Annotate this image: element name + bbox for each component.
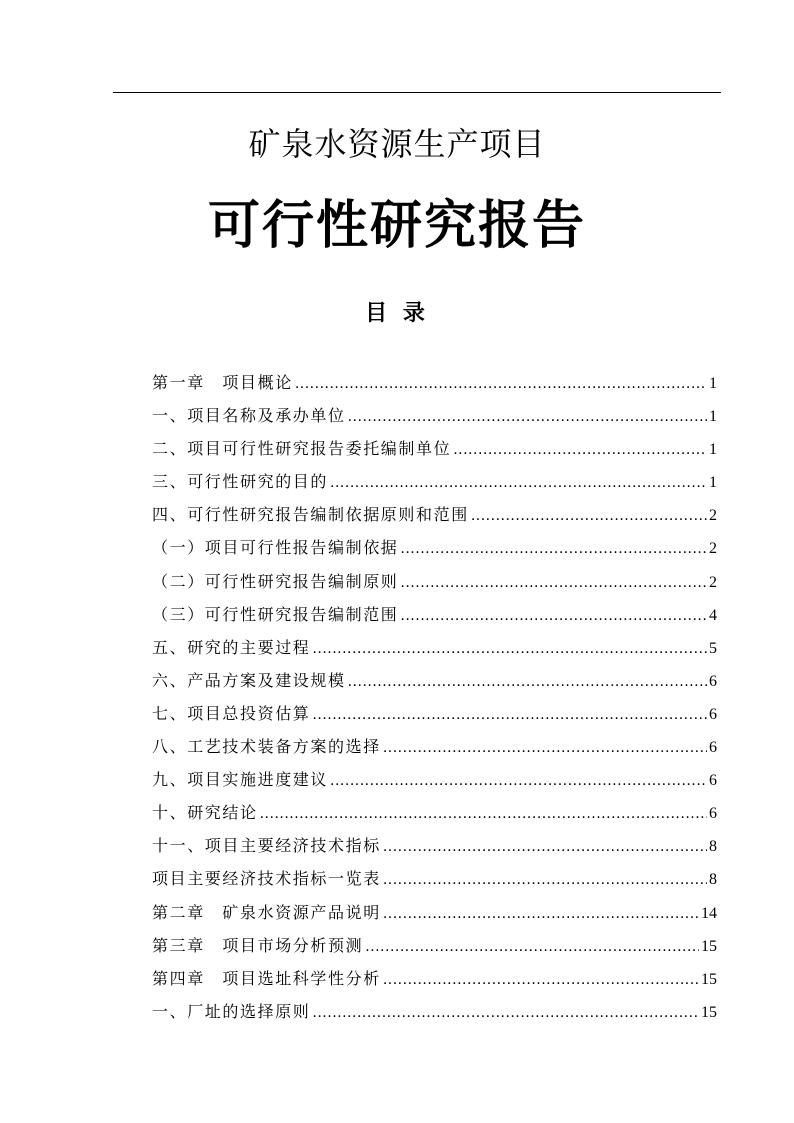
toc-entry[interactable] xyxy=(152,929,717,962)
toc-leader-dots xyxy=(260,798,707,831)
toc-entry[interactable] xyxy=(152,862,717,895)
toc-leader-dots xyxy=(383,831,707,864)
toc-entry-title: 第二章 矿泉水资源产品说明 xyxy=(152,902,381,922)
toc-entry-page: 2 xyxy=(709,540,717,558)
header-rule xyxy=(113,92,721,93)
toc-entry-title: 二、项目可行性研究报告委托编制单位 xyxy=(152,439,452,459)
toc-entry-title: 六、产品方案及建设规模 xyxy=(152,670,346,690)
toc-entry-title: 一、厂址的选择原则 xyxy=(152,1001,311,1021)
toc-leader-dots xyxy=(383,898,699,931)
toc-leader-dots xyxy=(348,666,707,699)
toc-entry[interactable] xyxy=(152,962,717,995)
toc-leader-dots xyxy=(383,964,699,997)
toc-entry[interactable] xyxy=(152,432,717,465)
toc-entry-page: 8 xyxy=(709,871,717,889)
toc-entry-page: 5 xyxy=(709,639,717,657)
toc-entry-page: 1 xyxy=(709,441,717,459)
toc-leader-dots xyxy=(453,434,707,467)
toc-entry-title: 十、研究结论 xyxy=(152,803,258,823)
toc-entry-title: （三）可行性研究报告编制范围 xyxy=(152,604,399,624)
toc-entry[interactable] xyxy=(152,896,717,929)
toc-entry-page: 8 xyxy=(709,838,717,856)
toc-entry-title: 五、研究的主要过程 xyxy=(152,637,311,657)
toc-entry-title: 八、工艺技术装备方案的选择 xyxy=(152,737,381,757)
toc-entry-title: 七、项目总投资估算 xyxy=(152,703,311,723)
toc-entry-page: 4 xyxy=(709,606,717,624)
toc-entry[interactable] xyxy=(152,631,717,664)
toc-entry-title: 十一、项目主要经济技术指标 xyxy=(152,836,381,856)
toc-entry-title: 第一章 项目概论 xyxy=(152,373,293,392)
toc-entry[interactable] xyxy=(152,598,717,631)
toc-leader-dots xyxy=(400,600,707,633)
toc-entry-page: 6 xyxy=(709,772,717,790)
toc-leader-dots xyxy=(330,765,707,798)
toc-leader-dots xyxy=(400,533,707,566)
toc-entry-title: 项目主要经济技术指标一览表 xyxy=(152,869,381,889)
document-subtitle: 矿泉水资源生产项目 xyxy=(248,125,546,163)
toc-entry[interactable] xyxy=(152,697,717,730)
toc-entry[interactable] xyxy=(152,399,717,432)
toc-entry-title: （二）可行性研究报告编制原则 xyxy=(152,571,399,591)
toc-leader-dots xyxy=(312,997,699,1030)
toc-leader-dots xyxy=(330,467,707,500)
toc-leader-dots xyxy=(348,401,707,434)
toc-entry-page: 6 xyxy=(709,739,717,757)
toc-entry-title: 第三章 项目市场分析预测 xyxy=(152,935,364,955)
toc-entry-page: 6 xyxy=(709,805,717,823)
toc-entry[interactable] xyxy=(152,730,717,763)
toc-entry-title: 九、项目实施进度建议 xyxy=(152,770,329,790)
toc-entry-title: 四、可行性研究报告编制依据原则和范围 xyxy=(152,505,469,525)
toc-entry-title: （一）项目可行性报告编制依据 xyxy=(152,538,399,558)
toc-leader-dots xyxy=(400,567,707,600)
document-title: 可行性研究报告 xyxy=(207,195,586,256)
toc-leader-dots xyxy=(383,864,707,897)
toc-entry-page: 1 xyxy=(709,474,717,492)
toc-leader-dots xyxy=(471,500,707,533)
toc-entry-page: 14 xyxy=(701,904,717,922)
toc-entry-page: 15 xyxy=(701,970,717,988)
toc-entry-page: 1 xyxy=(709,375,717,392)
toc-entry[interactable] xyxy=(152,829,717,862)
toc-entry[interactable] xyxy=(152,366,717,399)
toc-entry[interactable] xyxy=(152,995,717,1028)
toc-leader-dots xyxy=(312,699,707,732)
toc-leader-dots xyxy=(383,732,707,765)
toc-entry-page: 15 xyxy=(701,1003,717,1021)
toc-entry[interactable] xyxy=(152,531,717,564)
toc-entry-page: 15 xyxy=(701,937,717,955)
toc-entry-page: 6 xyxy=(709,705,717,723)
toc-entry-title: 一、项目名称及承办单位 xyxy=(152,406,346,426)
table-of-contents xyxy=(152,366,717,1028)
toc-entry[interactable] xyxy=(152,664,717,697)
toc-leader-dots xyxy=(365,931,699,964)
toc-entry-page: 2 xyxy=(709,507,717,525)
toc-entry[interactable] xyxy=(152,465,717,498)
toc-entry[interactable] xyxy=(152,796,717,829)
toc-leader-dots xyxy=(295,368,707,401)
toc-entry-title: 第四章 项目选址科学性分析 xyxy=(152,968,381,988)
toc-entry-page: 2 xyxy=(709,573,717,591)
toc-entry-title: 三、可行性研究的目的 xyxy=(152,472,329,492)
toc-entry-page: 6 xyxy=(709,672,717,690)
toc-heading: 目 录 xyxy=(365,300,429,326)
toc-entry[interactable] xyxy=(152,763,717,796)
toc-entry[interactable] xyxy=(152,565,717,598)
toc-leader-dots xyxy=(312,633,707,666)
toc-entry-page: 1 xyxy=(709,408,717,426)
toc-entry[interactable] xyxy=(152,498,717,531)
